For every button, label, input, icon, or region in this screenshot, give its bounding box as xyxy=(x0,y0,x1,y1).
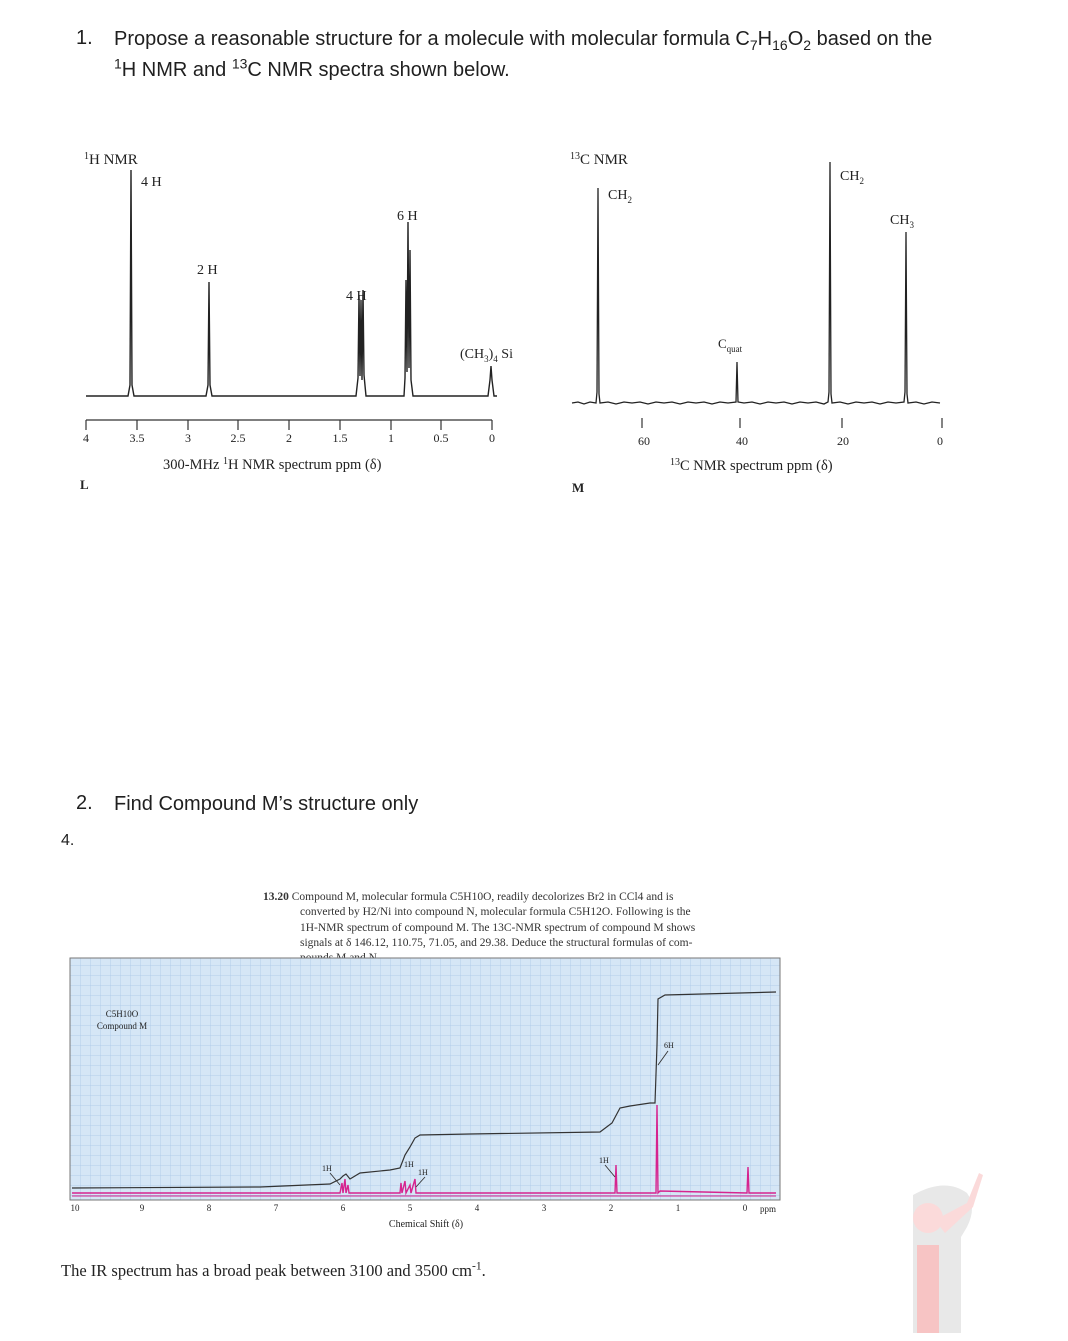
c-nmr-tick: 0 xyxy=(937,434,943,448)
h-nmr-tick: 0.5 xyxy=(433,431,449,445)
c-nmr-panel-label: M xyxy=(572,480,585,495)
c-nmr-peak-label: $CH_2$ xyxy=(608,188,632,205)
c-nmr-peak-label: $CH_2$ xyxy=(840,169,864,186)
m-tick: 1 xyxy=(675,1203,681,1213)
m-tick: 4 xyxy=(474,1203,480,1213)
integral-label: 1H xyxy=(322,1164,332,1173)
c-nmr-spectrum xyxy=(560,140,960,510)
m-tick: 3 xyxy=(541,1203,547,1213)
integral-label: 1H xyxy=(418,1168,428,1177)
cquat-label: $C_{quat}$ xyxy=(718,336,743,354)
h-nmr-title: $^1$H NMR xyxy=(84,151,138,168)
compound-formula: C5H10O xyxy=(105,1009,139,1019)
m-tick: 10 xyxy=(70,1203,80,1213)
h-nmr-tick: 1 xyxy=(388,431,394,445)
c-nmr-tick: 20 xyxy=(837,434,849,448)
m-tick: 9 xyxy=(139,1203,145,1213)
ir-note: The IR spectrum has a broad peak between 3100 and 3500 $cm^{-1}$. xyxy=(61,1260,486,1280)
h-nmr-panel-label: L xyxy=(80,477,89,492)
question-1-number: 1. xyxy=(76,27,93,49)
h-nmr-peak-label: 4 H xyxy=(141,175,162,190)
ppm-unit: ppm xyxy=(760,1204,777,1214)
m-x-axis-label: Chemical Shift (δ) xyxy=(388,1219,464,1230)
question-2-text: Find Compound M’s structure only xyxy=(114,793,419,815)
h-nmr-trace xyxy=(86,170,497,396)
h-nmr-spectrum xyxy=(0,140,540,500)
h-nmr-tick: 1.5 xyxy=(332,431,348,445)
h-nmr-tick: 0 xyxy=(489,431,495,445)
m-tick: 7 xyxy=(273,1203,279,1213)
item-4-number: 4. xyxy=(61,832,75,849)
tms-label: $(CH_3)_4$ Si xyxy=(460,347,513,364)
h-nmr-peak-label: 6 H xyxy=(397,209,418,224)
m-tick: 5 xyxy=(407,1203,413,1213)
h-nmr-peak-label: 4 H xyxy=(346,289,367,304)
c-nmr-axis-title: $^{13}$C NMR spectrum ppm (δ) xyxy=(670,457,833,474)
integral-label: 1H xyxy=(404,1160,414,1169)
h-nmr-tick: 3 xyxy=(185,431,191,445)
h-nmr-tick: 4 xyxy=(83,431,89,445)
h-nmr-tick: 2 xyxy=(286,431,292,445)
h-nmr-axis-title: 300-MHz $^1$H NMR spectrum ppm (δ) xyxy=(163,456,382,473)
c-nmr-title: $^{13}$C NMR xyxy=(570,151,628,168)
watermark-logo xyxy=(905,1165,990,1337)
m-tick: 6 xyxy=(340,1203,346,1213)
problem-13-20: 13.20 Compound M, molecular formula C5H10O, readily decolorizes Br2 in CCl4 and is converted by H2/Ni into compound N, molecular formula C5H12O. Following is the 1H-NMR spectrum of compound M. The 13C-NMR spectrum of compound M shows signals at δ 146.12, 110.75, 71.05, and 29.38. Deduce the structural formulas of com- xyxy=(263,891,696,949)
h-nmr-peak-label: 2 H xyxy=(197,263,218,278)
question-1-text: Propose a reasonable structure for a molecule with molecular formula $C_7H_{16}O_2$ based on the $^1$H NMR and $^{13}$C NMR spectra shown below. xyxy=(114,28,933,81)
integral-label: 6H xyxy=(664,1041,674,1050)
m-tick: 0 xyxy=(742,1203,748,1213)
c-nmr-peak-label: $CH_3$ xyxy=(890,213,914,230)
c-nmr-tick: 60 xyxy=(638,434,650,448)
h-nmr-tick: 3.5 xyxy=(129,431,145,445)
m-tick: 2 xyxy=(608,1203,614,1213)
compound-label: Compound M xyxy=(96,1021,148,1031)
m-tick: 8 xyxy=(206,1203,212,1213)
integral-label: 1H xyxy=(599,1156,609,1165)
compound-m-spectrum xyxy=(60,955,790,1235)
question-2-number: 2. xyxy=(76,792,93,814)
c-nmr-tick: 40 xyxy=(736,434,748,448)
h-nmr-tick: 2.5 xyxy=(230,431,246,445)
